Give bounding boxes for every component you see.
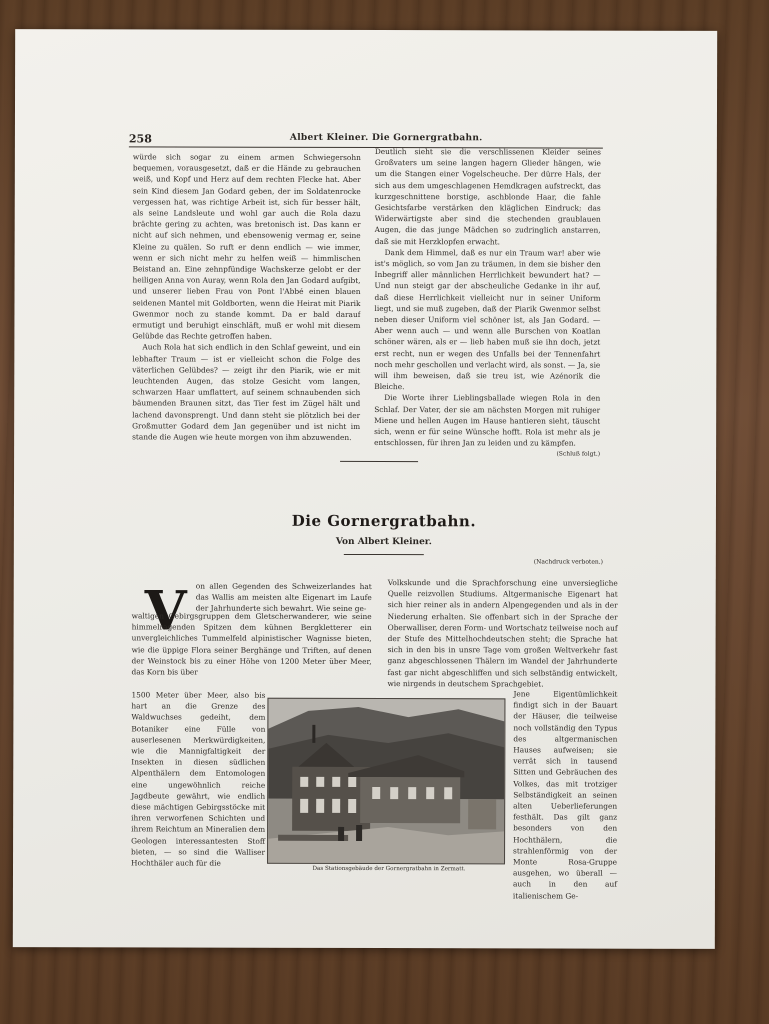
station-building-photo: [267, 698, 505, 865]
story-paragraph: Deutlich sieht sie die verschlissenen Kleider seines Großvaters um seine langen hagern Glieder hängen, wie um die Stangen einer Vogelscheuche. Der dürre Hals, der sich aus dem umgeschlagenen Hemdkragen aufstreckt, das kurzgeschnittene borstige, aschblonde Haar, die fahle Gesichtsfarbe verstärken den kläglichen Eindruck; das Widerwärtigste aber sind die stechenden graublauen Augen, die das junge Mädchen so zudringlich anstarren, daß sie mit Herzklopfen erwacht.: [374, 147, 601, 246]
article-byline: Von Albert Kleiner.: [335, 536, 432, 548]
page-number: 258: [128, 132, 152, 146]
section-separator: [340, 461, 418, 462]
story-paragraph: Auch Rola hat sich endlich in den Schlaf geweint, und ein lebhafter Traum — ist er vielleicht schon die Folge des väterlichen Gelübdes? — zeigt ihr den Piarik, wie er mit leuchtenden Augen, das stolze Gesicht vom langen, schwarzen Haar umflattert, auf seinem schnaubenden sich bäumenden Braunen sitzt, das Tier fest im Zügel hält und lachend davonsprengt. Und dann steht sie plötzlich bei der Großmutter Godard dem Jan gegenüber und ist nicht im stande die Augen wie heute morgen von ihm abzuwenden.: [132, 342, 361, 443]
article-right-narrow: Jene Eigentümlichkeit findigt sich in der Bauart der Häuser, die teilweise noch vollständig den Typus des altgermanischen Hauses aufweisen; sie verrät sich in tausend Sitten und Gebräuchen des Volkes, das mit trotziger Selbständigkeit an seinen alten Ueberlieferungen festhält. Das gilt ganz besonders von den Hochthälern, die strahlenförmig von der Monte Rosa-Gruppe ausgehen, wo überall — auch in den auf italienischem Ge-: [512, 689, 618, 901]
article-left-column: 1500 Meter über Meer, also bis hart an die Grenze des Waldwuchses gedeiht, dem Botaniker eine Fülle von auserlesenen Merkwürdigkeiten, wie die Mannigfaltigkeit der Insekten in diesen südlichen Alpenthälern dem Entomologen eine ungewöhnlich reiche Jagdbeute gewährt, wie endlich diese mächtigen Gebirgsstöcke mit ihren verworfenen Schichten und ihrem Reichtum an Mineralien dem Geologen interessantesten Stoff bieten, — so sind die Walliser Hochthäler auch für die: [131, 690, 266, 868]
article-lead: on allen Gegenden des Schweizerlandes hat das Wallis am meisten alte Eigenart im Laufe der Jahrhunderte sich bewahrt. Wie seine ge-: [195, 581, 372, 614]
story-paragraph: würde sich sogar zu einem armen Schwiegersohn bequemen, vorausgesetzt, daß er die Hände zu gebrauchen weiß, und Kopf und Herz auf dem rechten Flecke hat. Aber sein Kind diesem Jan Godard geben, der im Soldatenrocke vergessen hat, was richtige Arbeit ist, sich für besser hält, als seine Landsleute und wohl gar auch die Rola dazu brächte gering zu achten, was bretonisch ist. Das kann er nicht auf sich nehmen, und ebensowenig vermag er, seine Kleine zu quälen. So ruft er denn endlich — wie immer, wenn er sich nicht mehr zu helfen weiß — himmlischen Beistand an. Eine zehnpfündige Wachskerze gelobt er der heiligen Anna von Auray, wenn Rola den Jan Godard aufgibt, und unserer lieben Frau von Pont l'Abbé einen blauen seidenen Mantel mit Goldborten, wenn die Heirat mit Piarik Gwenmor noch zu stande kommt. Da er bald darauf ermutigt und beruhigt einschläft, muß er wohl mit diesem Gelübde das Rechte getroffen haben.: [132, 152, 361, 342]
article-title: Die Gornergratbahn.: [291, 511, 477, 531]
story-paragraph: Dank dem Himmel, daß es nur ein Traum war! aber wie ist's möglich, so vom Jan zu träumen, in dem sie bisher den Inbegriff aller männlichen Herrlichkeit bewundert hat? — Und nun steigt gar der abscheuliche Gedanke in ihr auf, daß diese Herrlichkeit vielleicht nur in seiner Uniform liegt, und sie muß zugeben, daß der Piarik Gwenmor selbst neben dieser Uniform viel schöner ist, als Jan Godard. — Aber wenn auch — und wenn alle Burschen von Koatlan schöner wären, als er — lieb haben muß sie ihn doch, jetzt erst recht, nun er wegen des Unfalls bei der Tennenfahrt noch mehr geschollen und verlacht wird, als sonst. — Ja, sie will ihm beweisen, daß sie treu ist, wie Azénorik die Bleiche.: [374, 247, 601, 392]
drop-cap-initial: V: [144, 578, 187, 643]
story-column-right: [374, 146, 601, 467]
continued-note: (Schluß folgt.): [556, 450, 601, 459]
article-right-column: Volkskunde und die Sprachforschung eine unversiegliche Quelle reizvollen Studiums. Altgermanische Eigenart hat sich hier reiner als in andern Alpengegenden und als in der Niederung erhalten. Sie offenbart sich in der Sprache der Oberwalliser, deren Form- und Wortschatz teilweise noch auf der Stufe des Mittelhochdeutschen steht; die Sprache hat sich in den bis in unsre Tage vom großen Weltverkehr fast ganz abgeschlossenen Thälern im Wandel der Jahrhunderte fast gar nicht abgeschliffen und sich selbständig entwickelt, wie nirgends in deutschem Sprachgebiet.: [387, 578, 618, 689]
running-head: Albert Kleiner. Die Gornergratbahn.: [289, 132, 483, 144]
article-lead-cont: waltigen Gebirgsgruppen dem Gletscherwanderer, wie seine himmelragenden Spitzen dem kühnen Bergkletterer ein unvergleichliches Tummelfeld alpinistischer Wagnisse bieten, wie die üppige Flora seiner Berghänge und Triften, auf denen der Weinstock bis zu einer Höhe von 1200 Meter über Meer, das Korn bis über: [131, 611, 372, 677]
story-paragraph: Die Worte ihrer Lieblingsballade wiegen Rola in den Schlaf. Der Vater, der sie am nächsten Morgen mit ruhiger Miene und hellen Augen im Hause hantieren sieht, täuscht sich, wenn er für seine Wünsche hofft. Rola ist mehr als je entschlossen, für ihren Jan zu leiden und zu kämpfen.: [374, 393, 601, 448]
photo-caption: Das Stationsgebäude der Gornergratbahn in Zermatt.: [312, 865, 466, 873]
byline-rule: [344, 554, 424, 555]
reprint-note: (Nachdruck verboten.): [533, 558, 604, 566]
magazine-page: [13, 29, 717, 949]
story-column-left: [132, 151, 361, 472]
